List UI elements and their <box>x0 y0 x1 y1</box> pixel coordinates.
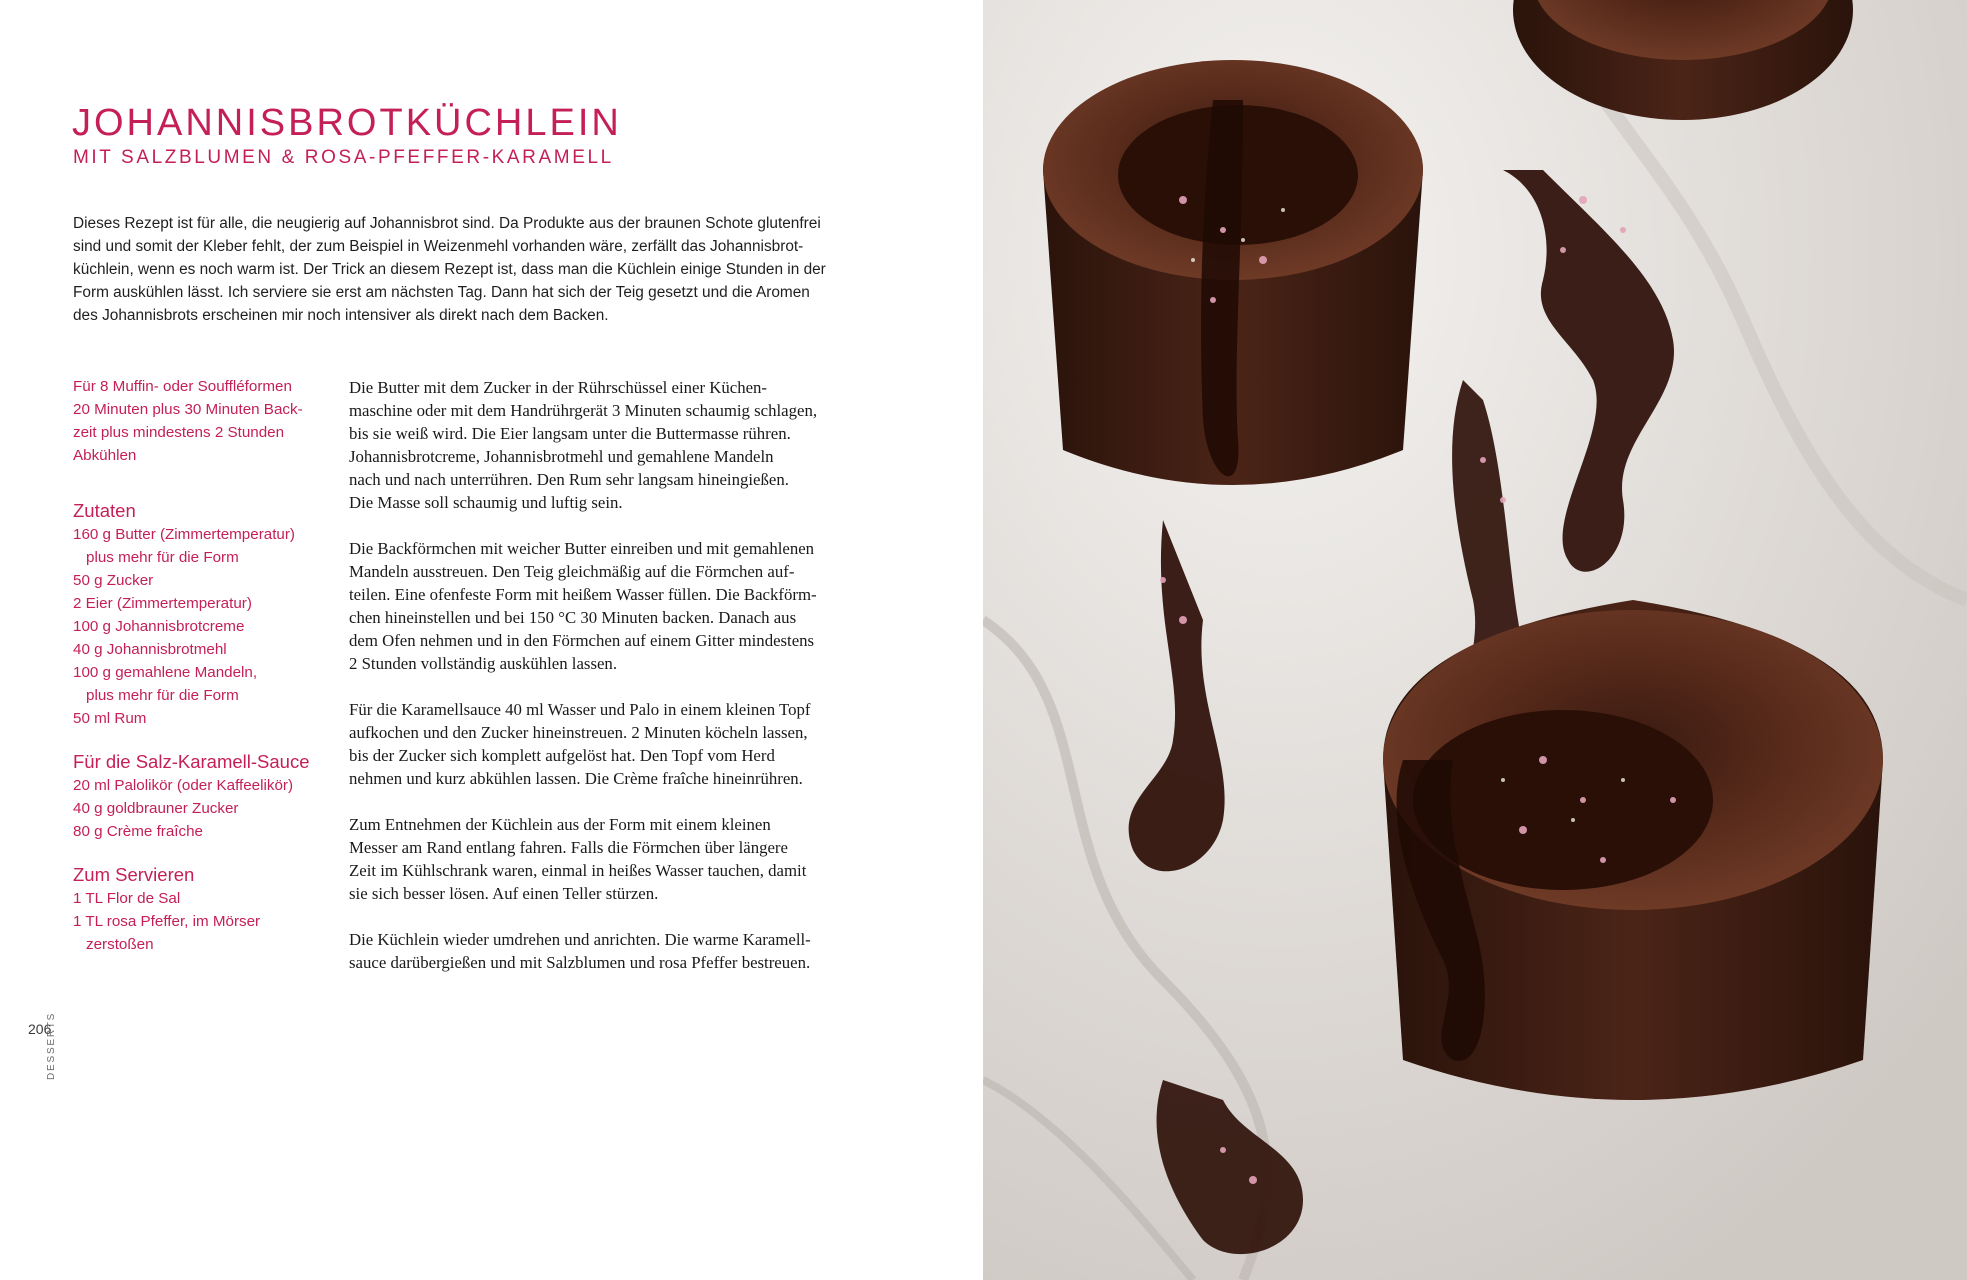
yield-info <box>73 375 343 467</box>
dessert-photo <box>983 0 1967 1280</box>
method-line: Mandeln ausstreuen. Den Teig gleichmäßig auf die Förmchen auf- <box>349 562 795 581</box>
ingredients-sidebar <box>73 375 343 956</box>
ingredients-heading: Zutaten <box>73 500 136 521</box>
section-label: DESSERTS <box>46 1011 57 1080</box>
method-step <box>349 928 889 974</box>
ingredients-heading: Für die Salz-Karamell-Sauce <box>73 751 310 772</box>
method-line: dem Ofen nehmen und in den Förmchen auf einem Gitter mindestens <box>349 631 815 650</box>
intro-paragraph <box>73 212 888 327</box>
ingredient-item: 50 g Zucker <box>73 572 154 589</box>
method-line: Johannisbrotcreme, Johannisbrotmehl und gemahlene Mandeln <box>349 447 774 466</box>
method-line: Für die Karamellsauce 40 ml Wasser und Palo in einem kleinen Topf <box>349 700 811 719</box>
method-line: aufkochen und den Zucker hineinstreuen. 2 Minuten köcheln lassen, <box>349 723 808 742</box>
intro-line: des Johannisbrots erscheinen mir noch intensiver als direkt nach dem Backen. <box>73 307 609 324</box>
method-line: sie sich besser lösen. Auf einen Teller stürzen. <box>349 884 659 903</box>
recipe-title: JOHANNISBROTKÜCHLEIN <box>72 102 622 144</box>
method-line: Die Masse soll schaumig und luftig sein. <box>349 493 623 512</box>
ingredient-item: plus mehr für die Form <box>86 687 239 704</box>
ingredient-item: 2 Eier (Zimmertemperatur) <box>73 595 252 612</box>
ingredient-item: 1 TL Flor de Sal <box>73 890 181 907</box>
method-line: nach und nach unterrühren. Den Rum sehr langsam hineingießen. <box>349 470 789 489</box>
ingredients-section-servieren <box>73 863 343 956</box>
ingredient-item: 100 g Johannisbrotcreme <box>73 618 245 635</box>
page-number: 206 <box>28 1021 52 1037</box>
ingredient-item: zerstoßen <box>86 936 154 953</box>
ingredient-item: 40 g Johannisbrotmehl <box>73 641 227 658</box>
method-line: Die Butter mit dem Zucker in der Rührschüssel einer Küchen- <box>349 378 768 397</box>
method-line: chen hineinstellen und bei 150 °C 30 Minuten backen. Danach aus <box>349 608 797 627</box>
recipe-subtitle: MIT SALZBLUMEN & ROSA-PFEFFER-KARAMELL <box>73 147 614 168</box>
method-line: 2 Stunden vollständig auskühlen lassen. <box>349 654 618 673</box>
method-line: bis sie weiß wird. Die Eier langsam unter die Buttermasse rühren. <box>349 424 791 443</box>
intro-line: Form auskühlen lässt. Ich serviere sie erst am nächsten Tag. Dann hat sich der Teig gesetzt und die Aromen <box>73 284 810 301</box>
method-line: Messer am Rand entlang fahren. Falls die Förmchen über längere <box>349 838 788 857</box>
method-line: Zum Entnehmen der Küchlein aus der Form mit einem kleinen <box>349 815 771 834</box>
yield-line: 20 Minuten plus 30 Minuten Back- <box>73 401 303 418</box>
method-step <box>349 813 889 905</box>
method-line: nehmen und kurz abkühlen lassen. Die Crème fraîche hineinrühren. <box>349 769 803 788</box>
method-step <box>349 537 889 675</box>
ingredients-section-zutaten <box>73 499 343 730</box>
yield-line: Für 8 Muffin- oder Souffléformen <box>73 378 292 395</box>
method-line: Zeit im Kühlschrank waren, einmal in heißes Wasser tauchen, damit <box>349 861 807 880</box>
method-line: teilen. Eine ofenfeste Form mit heißem Wasser füllen. Die Backförm- <box>349 585 817 604</box>
ingredient-item: 40 g goldbrauner Zucker <box>73 800 239 817</box>
method-line: bis der Zucker sich komplett aufgelöst hat. Den Topf vom Herd <box>349 746 775 765</box>
method-line: Die Backförmchen mit weicher Butter einreiben und mit gemahlenen <box>349 539 815 558</box>
method-line: maschine oder mit dem Handrührgerät 3 Minuten schaumig schlagen, <box>349 401 818 420</box>
yield-line: zeit plus mindestens 2 Stunden <box>73 424 285 441</box>
ingredient-item: 20 ml Palolikör (oder Kaffeelikör) <box>73 777 294 794</box>
ingredient-item: 160 g Butter (Zimmertemperatur) <box>73 526 295 543</box>
ingredient-item: 80 g Crème fraîche <box>73 823 203 840</box>
intro-line: sind und somit der Kleber fehlt, der zum Beispiel in Weizenmehl vorhanden wäre, zerfällt das Johannisbrot- <box>73 238 804 255</box>
yield-line: Abkühlen <box>73 447 137 464</box>
intro-line: Dieses Rezept ist für alle, die neugierig auf Johannisbrot sind. Da Produkte aus der braunen Schote glutenfrei <box>73 215 821 232</box>
method-line: sauce darübergießen und mit Salzblumen und rosa Pfeffer bestreuen. <box>349 953 811 972</box>
method-step <box>349 698 889 790</box>
ingredients-heading: Zum Servieren <box>73 864 195 885</box>
ingredient-item: 100 g gemahlene Mandeln, <box>73 664 258 681</box>
ingredient-item: 50 ml Rum <box>73 710 147 727</box>
method-line: Die Küchlein wieder umdrehen und anrichten. Die warme Karamell- <box>349 930 811 949</box>
method-text <box>349 376 889 997</box>
recipe-page <box>0 0 983 1280</box>
ingredient-item: plus mehr für die Form <box>86 549 239 566</box>
ingredients-section-sauce <box>73 750 343 843</box>
ingredient-item: 1 TL rosa Pfeffer, im Mörser <box>73 913 261 930</box>
intro-line: küchlein, wenn es noch warm ist. Der Trick an diesem Rezept ist, dass man die Küchlein einige Stunden in der <box>73 261 826 278</box>
method-step <box>349 376 889 514</box>
